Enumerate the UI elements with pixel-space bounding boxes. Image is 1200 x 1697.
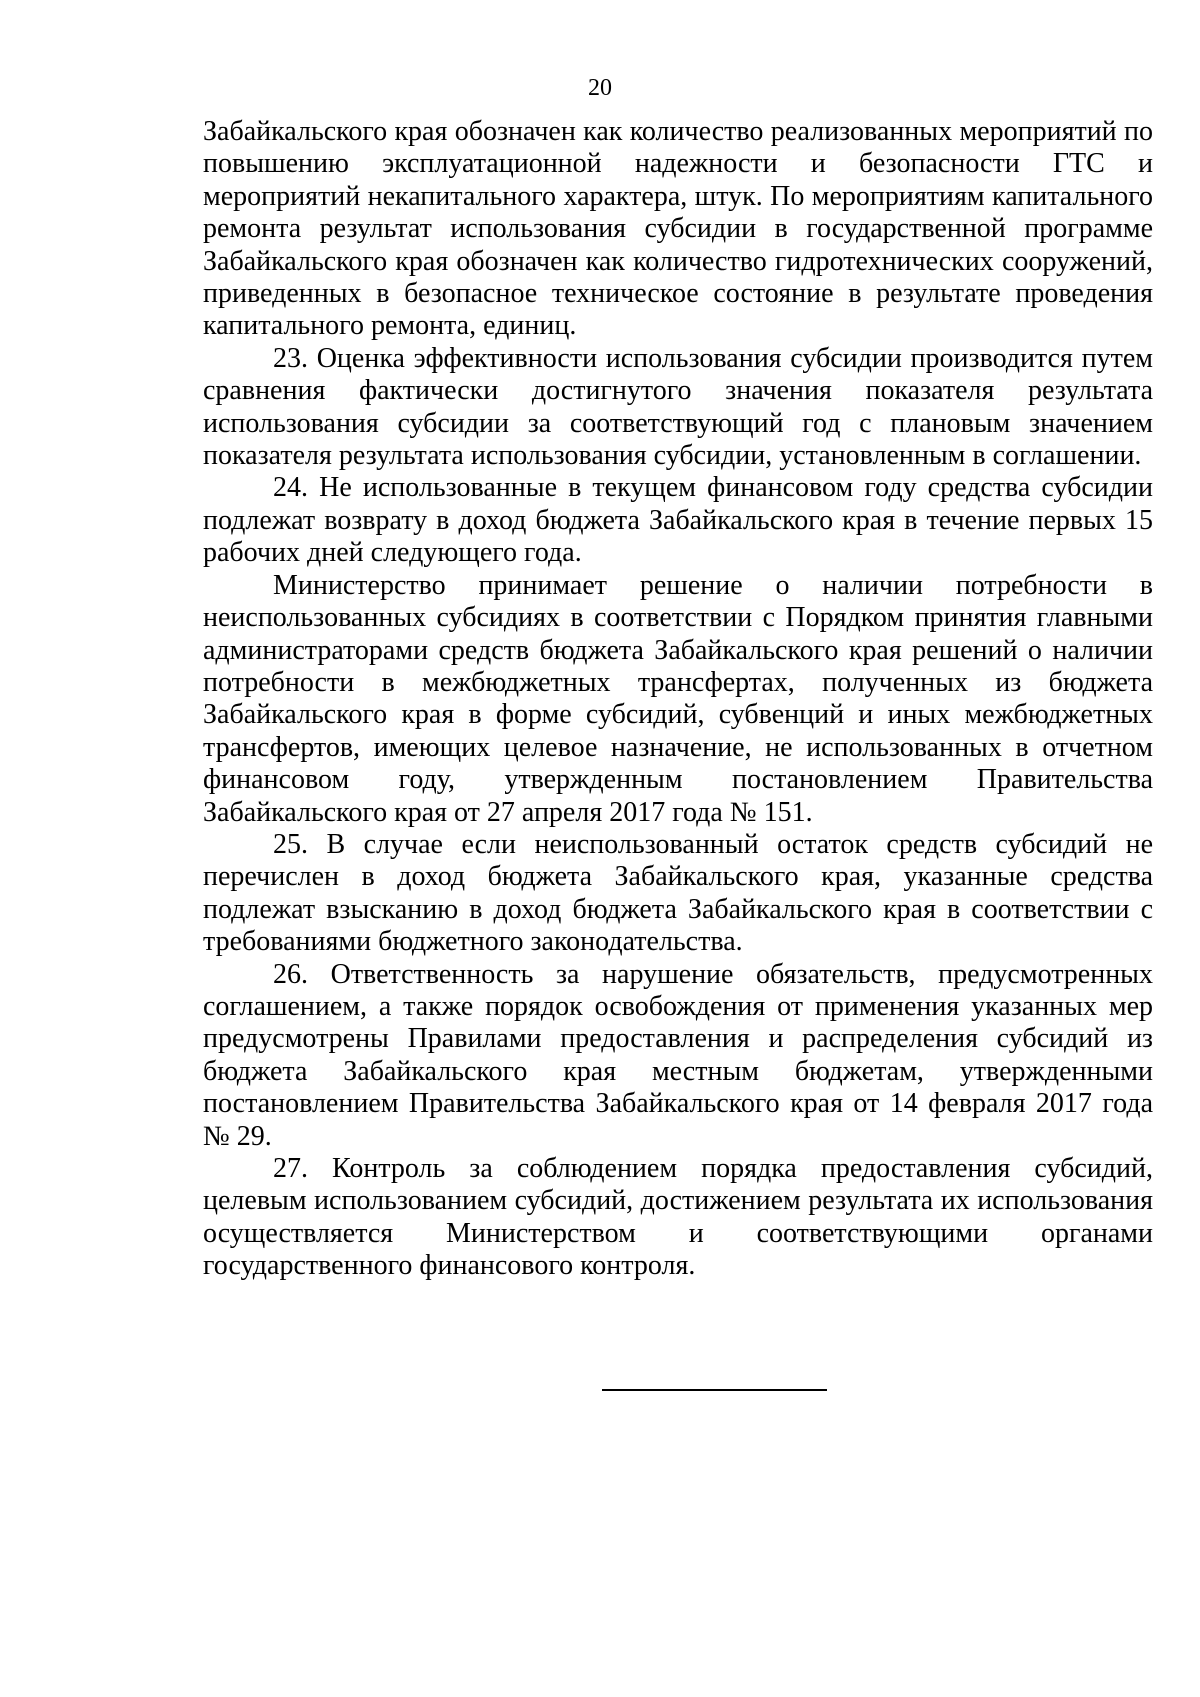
page-number: 20: [588, 75, 612, 101]
paragraph-23: 23. Оценка эффективности использования субсидии производится путем сравнения фактически достигнутого значения показателя результата использования субсидии за соответствующий год с плановым значением показателя результата использования субсидии, установленным в соглашении.: [203, 342, 1153, 472]
paragraph-25: 25. В случае если неиспользованный остаток средств субсидий не перечислен в доход бюджета Забайкальского края, указанные средства подлежат взысканию в доход бюджета Забайкальского края в соответствии с требованиями бюджетного законодательства.: [203, 828, 1153, 958]
document-body: [203, 116, 1153, 1283]
paragraph-ministry-decision: Министерство принимает решение о наличии потребности в неиспользованных субсидиях в соответствии с Порядком принятия главными администраторами средств бюджета Забайкальского края решений о наличии потребности в межбюджетных трансфертах, полученных из бюджета Забайкальского края в форме субсидий, субвенций и иных межбюджетных трансфертов, имеющих целевое назначение, не использованных в отчетном финансовом году, утвержденным постановлением Правительства Забайкальского края от 27 апреля 2017 года № 151.: [203, 569, 1153, 828]
paragraph-26: 26. Ответственность за нарушение обязательств, предусмотренных соглашением, а также порядок освобождения от применения указанных мер предусмотрены Правилами предоставления и распределения субсидий из бюджета Забайкальского края местным бюджетам, утвержденными постановлением Правительства Забайкальского края от 14 февраля 2017 года № 29.: [203, 958, 1153, 1152]
paragraph-continuation: Забайкальского края обозначен как количество реализованных мероприятий по повышению эксплуатационной надежности и безопасности ГТС и мероприятий некапитального характера, штук. По мероприятиям капитального ремонта результат использования субсидии в государственной программе Забайкальского края обозначен как количество гидротехнических сооружений, приведенных в безопасное техническое состояние в результате проведения капитального ремонта, единиц.: [203, 116, 1153, 342]
end-of-document-rule: [602, 1389, 827, 1391]
paragraph-27: 27. Контроль за соблюдением порядка предоставления субсидий, целевым использованием субсидий, достижением результата их использования осуществляется Министерством и соответствующими органами государственного финансового контроля.: [203, 1153, 1153, 1282]
paragraph-24: 24. Не использованные в текущем финансовом году средства субсидии подлежат возврату в доход бюджета Забайкальского края в течение первых 15 рабочих дней следующего года.: [203, 472, 1153, 569]
